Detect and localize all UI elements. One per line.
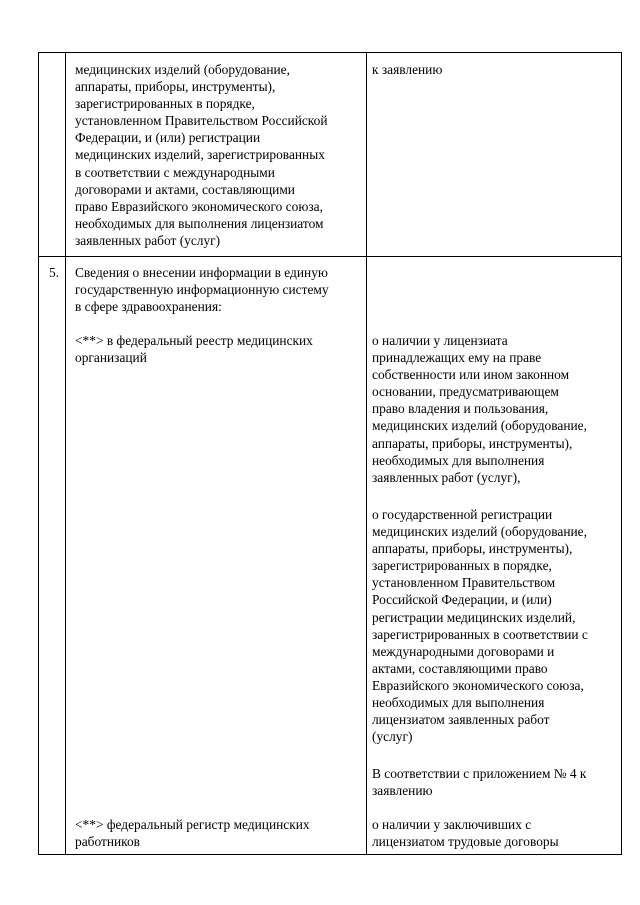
item2-note-contracts: о наличии у заключивших с лицензиатом трудовые договоры bbox=[372, 817, 559, 850]
document-table bbox=[38, 52, 622, 855]
item1-note-appendix: В соответствии с приложением № 4 к заявлению bbox=[372, 766, 587, 799]
registry-item-organizations: <**> в федеральный реестр медицинских организаций bbox=[75, 333, 313, 366]
registry-item-workers: <**> федеральный регистр медицинских работников bbox=[75, 817, 310, 850]
row1-note: к заявлению bbox=[372, 62, 443, 77]
item1-note-ownership: о наличии у лицензиата принадлежащих ему на праве собственности или ином законном основании, предусматривающем право владения и пользования, медицинских изделий (оборудование, аппараты, приборы, инструменты), необходимых для выполнения заявленных работ (услуг), bbox=[372, 333, 587, 485]
column-divider-1 bbox=[65, 53, 66, 854]
column-divider-2 bbox=[366, 53, 367, 854]
item1-note-registration: о государственной регистрации медицинских изделий (оборудование, аппараты, приборы, инструменты), зарегистрированных в порядке, установленном Правительством Российской Федерации, и (или) регистрации медицинских изделий, зарегистрированных в соответствии с международными договорами и актами, составляющими право Евразийского экономического союза, необходимых для выполнения лицензиатом заявленных работ (услуг) bbox=[372, 507, 588, 745]
row1-description: медицинских изделий (оборудование, аппараты, приборы, инструменты), зарегистрированных в порядке, установленном Правительством Российской Федерации, и (или) регистрации медицинских изделий, зарегистрированных в соответствии с международными договорами и актами, составляющими право Евразийского экономического союза, необходимых для выполнения лицензиатом заявленных работ (услуг) bbox=[75, 62, 328, 248]
row-divider bbox=[39, 256, 621, 257]
row-number: 5. bbox=[49, 265, 60, 280]
row2-heading: Сведения о внесении информации в единую государственную информационную систему в сфере здравоохранения: bbox=[75, 265, 329, 315]
